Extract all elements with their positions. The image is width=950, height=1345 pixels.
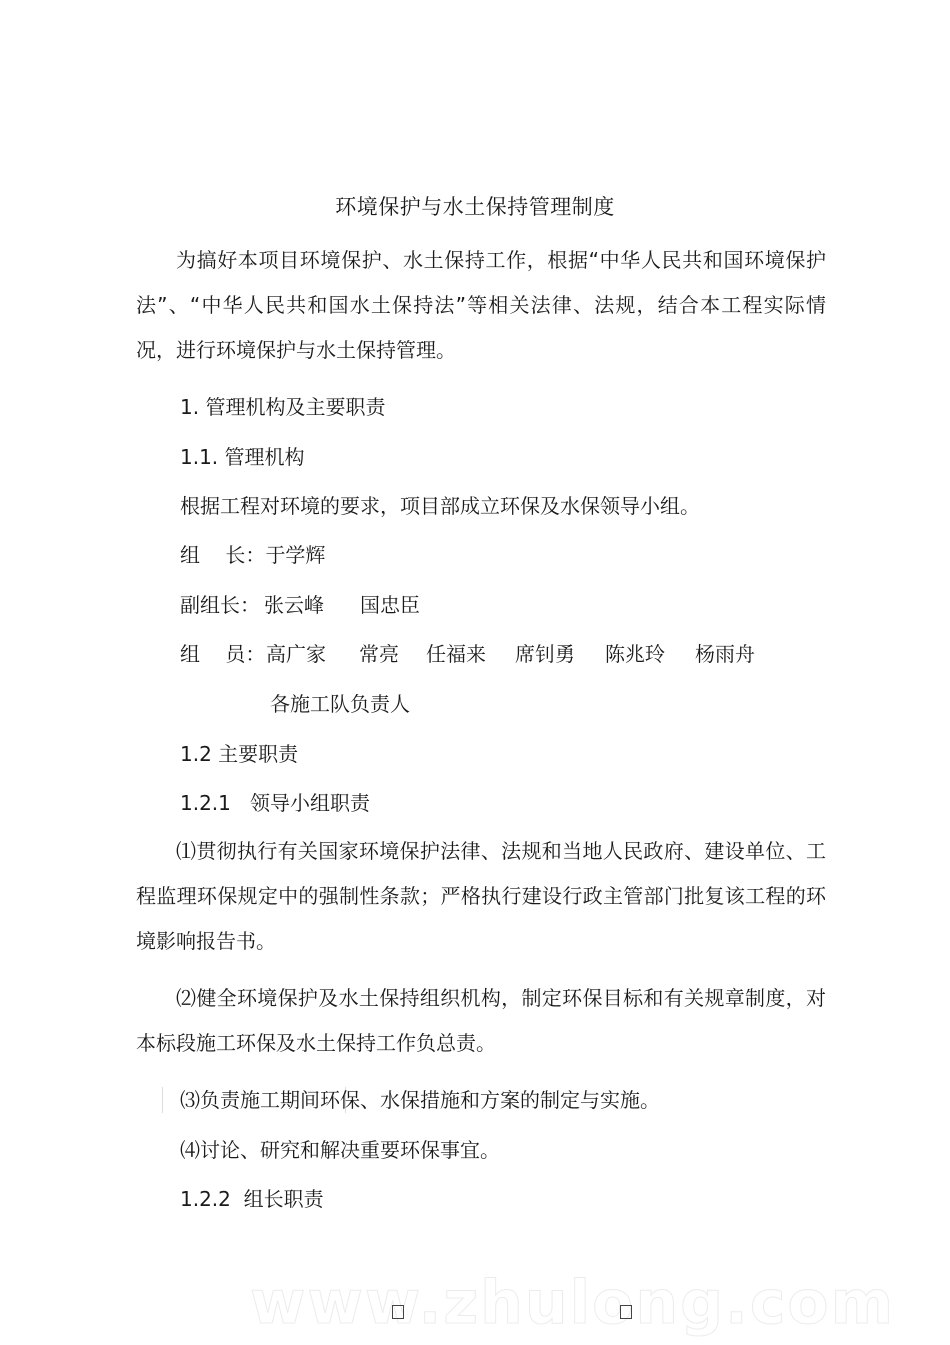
document-title: 环境保护与水土保持管理制度 [335, 195, 615, 219]
section-1-2-2-heading: 1.2.2 组长职责 [180, 1187, 324, 1211]
section-1-1-heading: 1.1. 管理机构 [180, 445, 305, 469]
org-statement: 根据工程对环境的要求，项目部成立环保及水保领导小组。 [180, 494, 700, 518]
duty-item-2: ⑵健全环境保护及水土保持组织机构，制定环保目标和有关规章制度，对本标段施工环保及水土保持工作负总责。 [136, 986, 826, 1055]
deputy-name: 国忠臣 [360, 593, 420, 617]
leader-label: 组 长： [180, 543, 266, 567]
deputy-name: 张云峰 [264, 593, 324, 617]
leader-row [180, 540, 325, 570]
deputy-row [180, 590, 680, 620]
member-name: 杨雨舟 [695, 642, 755, 666]
leader-name: 于学辉 [265, 543, 326, 567]
section-1-2-heading: 1.2 主要职责 [180, 742, 299, 766]
deputy-label: 副组长： [180, 593, 260, 617]
intro-paragraph: 为搞好本项目环境保护、水土保持工作，根据“中华人民共和国环境保护法”、“中华人民共和国水土保持法”等相关法律、法规，结合本工程实际情况，进行环境保护与水土保持管理。 [136, 248, 826, 362]
members-row [180, 639, 800, 669]
duty-item-3: ⑶负责施工期间环保、水保措施和方案的制定与实施。 [180, 1088, 660, 1112]
section-1-2-1-heading: 1.2.1 领导小组职责 [180, 791, 370, 815]
member-extra: 各施工队负责人 [270, 692, 410, 716]
duty-item-1: ⑴贯彻执行有关国家环境保护法律、法规和当地人民政府、建设单位、工程监理环保规定中的强制性条款；严格执行建设行政主管部门批复该工程的环境影响报告书。 [136, 839, 826, 953]
member-name: 高广家 [266, 642, 326, 666]
section-1-heading: 1. 管理机构及主要职责 [180, 395, 386, 419]
watermark: www.zhulong.com [250, 1268, 896, 1338]
member-name: 陈兆玲 [605, 642, 665, 666]
member-name: 席钊勇 [515, 642, 575, 666]
page-mark-left [392, 1305, 404, 1319]
member-name: 常亮 [359, 642, 399, 666]
duty-item-4: ⑷讨论、研究和解决重要环保事宜。 [180, 1138, 500, 1162]
page-mark-right [620, 1305, 632, 1319]
member-label: 组 员： [180, 642, 266, 666]
member-name: 任福来 [426, 642, 486, 666]
